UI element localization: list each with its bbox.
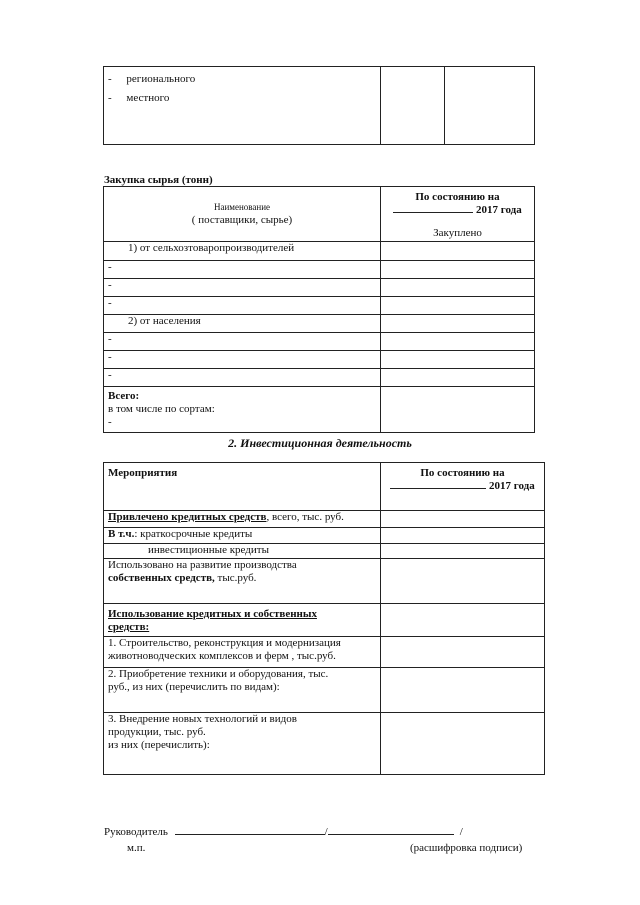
row-equipment: 2. Приобретение техники и оборудования, тыс. руб., из них (перечислить по видам): [104, 668, 381, 713]
purchase-table [103, 186, 535, 433]
item-label-local: местного [126, 92, 170, 104]
row-invest-credits: инвестиционные кредиты [104, 544, 381, 559]
purchase-group-1: 1) от сельхозтоваропроизводителей [104, 242, 381, 261]
table-row: - [104, 351, 381, 369]
section-title: 2. Инвестиционная деятельность [228, 436, 412, 450]
stamp-label: м.п. [127, 842, 146, 854]
investment-header-state: По состоянию на 2017 года [381, 463, 545, 511]
top-table-cell [381, 67, 445, 145]
row-including: В т.ч.: краткосрочные кредиты [104, 528, 381, 544]
decoding-label: (расшифровка подписи) [410, 842, 523, 854]
top-table-cell [445, 67, 535, 145]
purchase-header-state: По состоянию на 2017 года Закуплено [381, 187, 535, 242]
row-use-funds: Использование кредитных и собственных средств: [104, 604, 381, 637]
investment-table [103, 462, 545, 775]
top-table [103, 66, 535, 145]
table-row: - [104, 261, 381, 279]
row-own-funds: Использовано на развитие производства собственных средств, тыс.руб. [104, 559, 381, 604]
row-technologies: 3. Внедрение новых технологий и видов продукции, тыс. руб. из них (перечислить): [104, 713, 381, 775]
investment-header-activities: Мероприятия [104, 463, 381, 511]
signature-line: Руководитель / / [104, 826, 463, 838]
item-label-regional: регионального [126, 73, 196, 85]
top-table-cell-list [104, 67, 381, 145]
row-construction: 1. Строительство, реконструкция и модернизация животноводческих комплексов и ферм , тыс.руб. [104, 637, 381, 668]
purchase-group-2: 2) от населения [104, 315, 381, 333]
head-label: Руководитель [104, 826, 168, 838]
table-row: - [104, 369, 381, 387]
table-row: - [104, 297, 381, 315]
purchase-title: Закупка сырья (тонн) [104, 174, 213, 186]
list-item: - регионального [108, 73, 196, 85]
row-attracted: Привлечено кредитных средств, всего, тыс. руб. [104, 511, 381, 528]
table-row: - [104, 279, 381, 297]
purchase-header-name: Наименование ( поставщики, сырье) [104, 187, 381, 242]
table-row: - [104, 333, 381, 351]
list-item: - местного [108, 92, 170, 104]
purchase-total: Всего: в том числе по сортам: - [104, 387, 381, 433]
